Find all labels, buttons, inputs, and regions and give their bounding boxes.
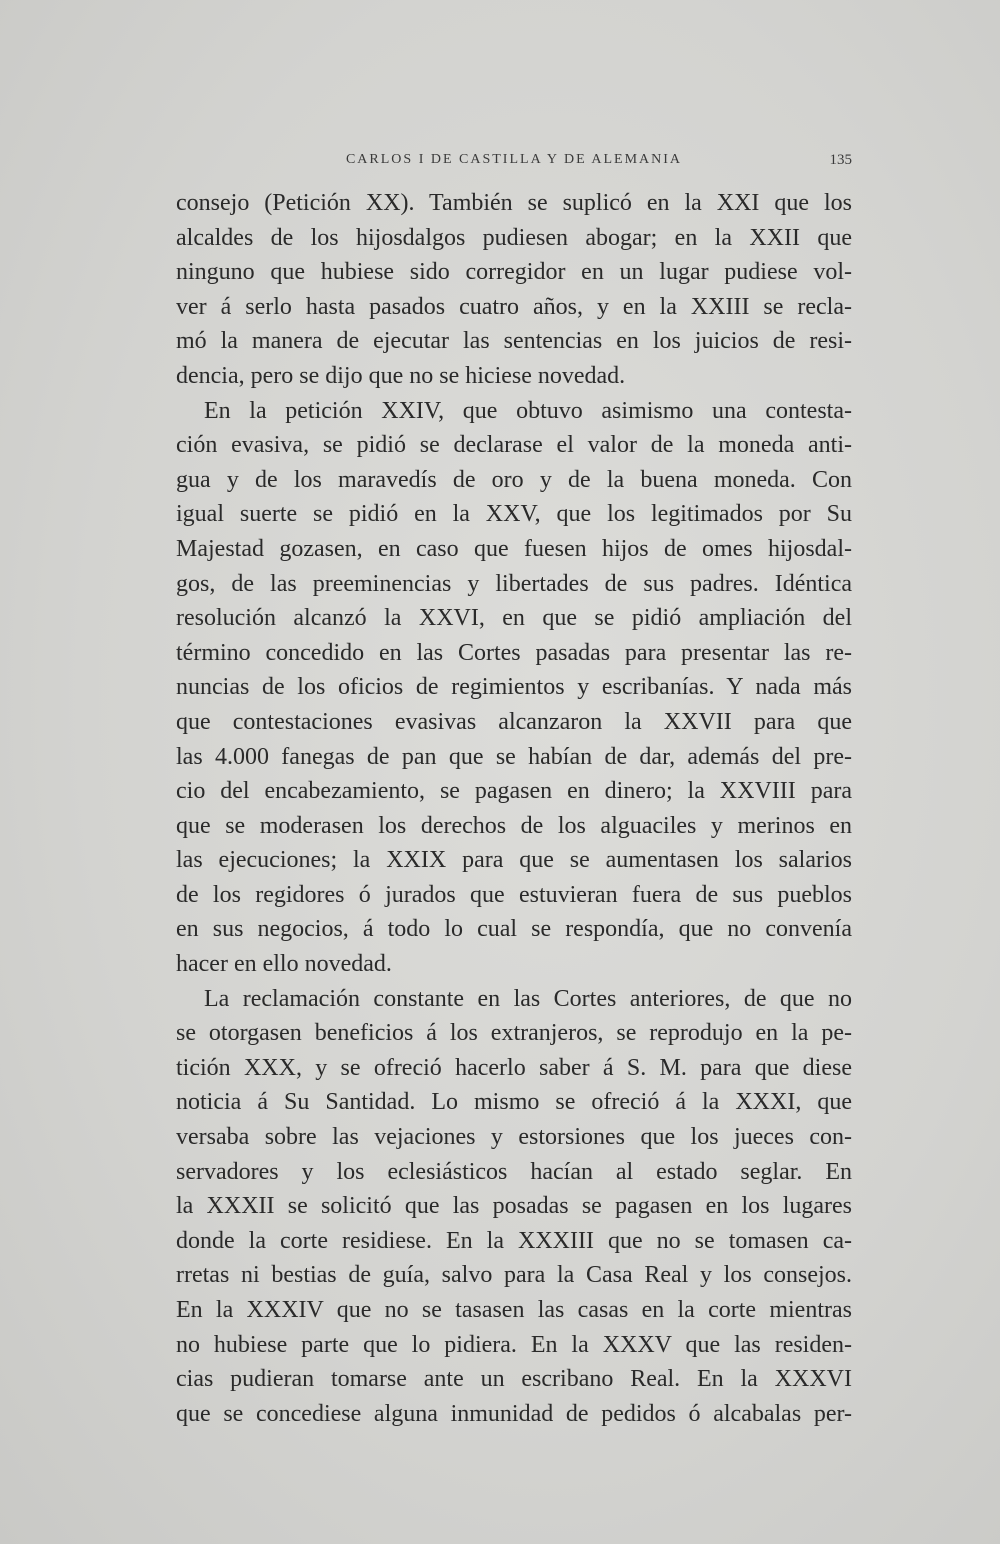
- text-line: término concedido en las Cortes pasadas para presentar las re-: [176, 639, 852, 666]
- text-line: ver á serlo hasta pasados cuatro años, y en la XXIII se recla-: [176, 293, 852, 320]
- paragraph-start-line: En la petición XXIV, que obtuvo asimismo una contesta-: [204, 397, 852, 424]
- text-line: que se moderasen los derechos de los alguaciles y merinos en: [176, 812, 852, 839]
- body-text: [176, 186, 852, 1431]
- text-line: tición XXX, y se ofreció hacerlo saber á S. M. para que diese: [176, 1054, 852, 1081]
- text-line: igual suerte se pidió en la XXV, que los legitimados por Su: [176, 501, 852, 528]
- text-line: la XXXII se solicitó que las posadas se pagasen en los lugares: [176, 1193, 852, 1220]
- text-line: se otorgasen beneficios á los extranjeros, se reprodujo en la pe-: [176, 1020, 852, 1047]
- text-line: donde la corte residiese. En la XXXIII que no se tomasen ca-: [176, 1227, 852, 1254]
- text-line: cias pudieran tomarse ante un escribano Real. En la XXXVI: [176, 1366, 852, 1393]
- text-line: las 4.000 fanegas de pan que se habían de dar, además del pre-: [176, 743, 852, 770]
- text-line: gos, de las preeminencias y libertades de sus padres. Idéntica: [176, 570, 852, 597]
- text-line: que contestaciones evasivas alcanzaron la XXVII para que: [176, 708, 852, 735]
- text-line: cio del encabezamiento, se pagasen en dinero; la XXVIII para: [176, 778, 852, 805]
- text-line: en sus negocios, á todo lo cual se respondía, que no convenía: [176, 916, 852, 943]
- text-line: hacer en ello novedad.: [176, 951, 392, 978]
- running-head: [176, 152, 852, 176]
- text-line: nuncias de los oficios de regimientos y escribanías. Y nada más: [176, 674, 852, 701]
- text-line: no hubiese parte que lo pidiera. En la XXXV que las residen-: [176, 1331, 852, 1358]
- text-line: ción evasiva, se pidió se declarase el valor de la moneda anti-: [176, 432, 852, 459]
- text-line: ninguno que hubiese sido corregidor en un lugar pudiese vol-: [176, 259, 852, 286]
- text-line: gua y de los maravedís de oro y de la buena moneda. Con: [176, 466, 852, 493]
- text-line: mó la manera de ejecutar las sentencias en los juicios de resi-: [176, 328, 852, 355]
- text-line: servadores y los eclesiásticos hacían al estado seglar. En: [176, 1158, 852, 1185]
- running-title: CARLOS I DE CASTILLA Y DE ALEMANIA: [345, 152, 683, 167]
- text-line: que se concediese alguna inmunidad de pedidos ó alcabalas per-: [176, 1400, 852, 1427]
- text-line: consejo (Petición XX). También se suplicó en la XXI que los: [176, 190, 852, 216]
- text-line: alcaldes de los hijosdalgos pudiesen abogar; en la XXII que: [176, 224, 852, 251]
- page-number: 135: [829, 152, 852, 168]
- text-line: rretas ni bestias de guía, salvo para la Casa Real y los consejos.: [176, 1262, 852, 1289]
- text-line: En la XXXIV que no se tasasen las casas en la corte mientras: [176, 1297, 852, 1323]
- text-line: dencia, pero se dijo que no se hiciese novedad.: [176, 362, 626, 389]
- text-line: versaba sobre las vejaciones y estorsiones que los jueces con-: [176, 1124, 852, 1151]
- text-line: noticia á Su Santidad. Lo mismo se ofreció á la XXXI, que: [176, 1089, 852, 1116]
- paragraph-start-line: La reclamación constante en las Cortes anteriores, de que no: [204, 985, 852, 1012]
- text-line: de los regidores ó jurados que estuvieran fuera de sus pueblos: [176, 881, 852, 908]
- text-line: las ejecuciones; la XXIX para que se aumentasen los salarios: [176, 847, 852, 874]
- text-line: resolución alcanzó la XXVI, en que se pidió ampliación del: [176, 605, 852, 632]
- text-line: Majestad gozasen, en caso que fuesen hijos de omes hijosdal-: [176, 535, 852, 562]
